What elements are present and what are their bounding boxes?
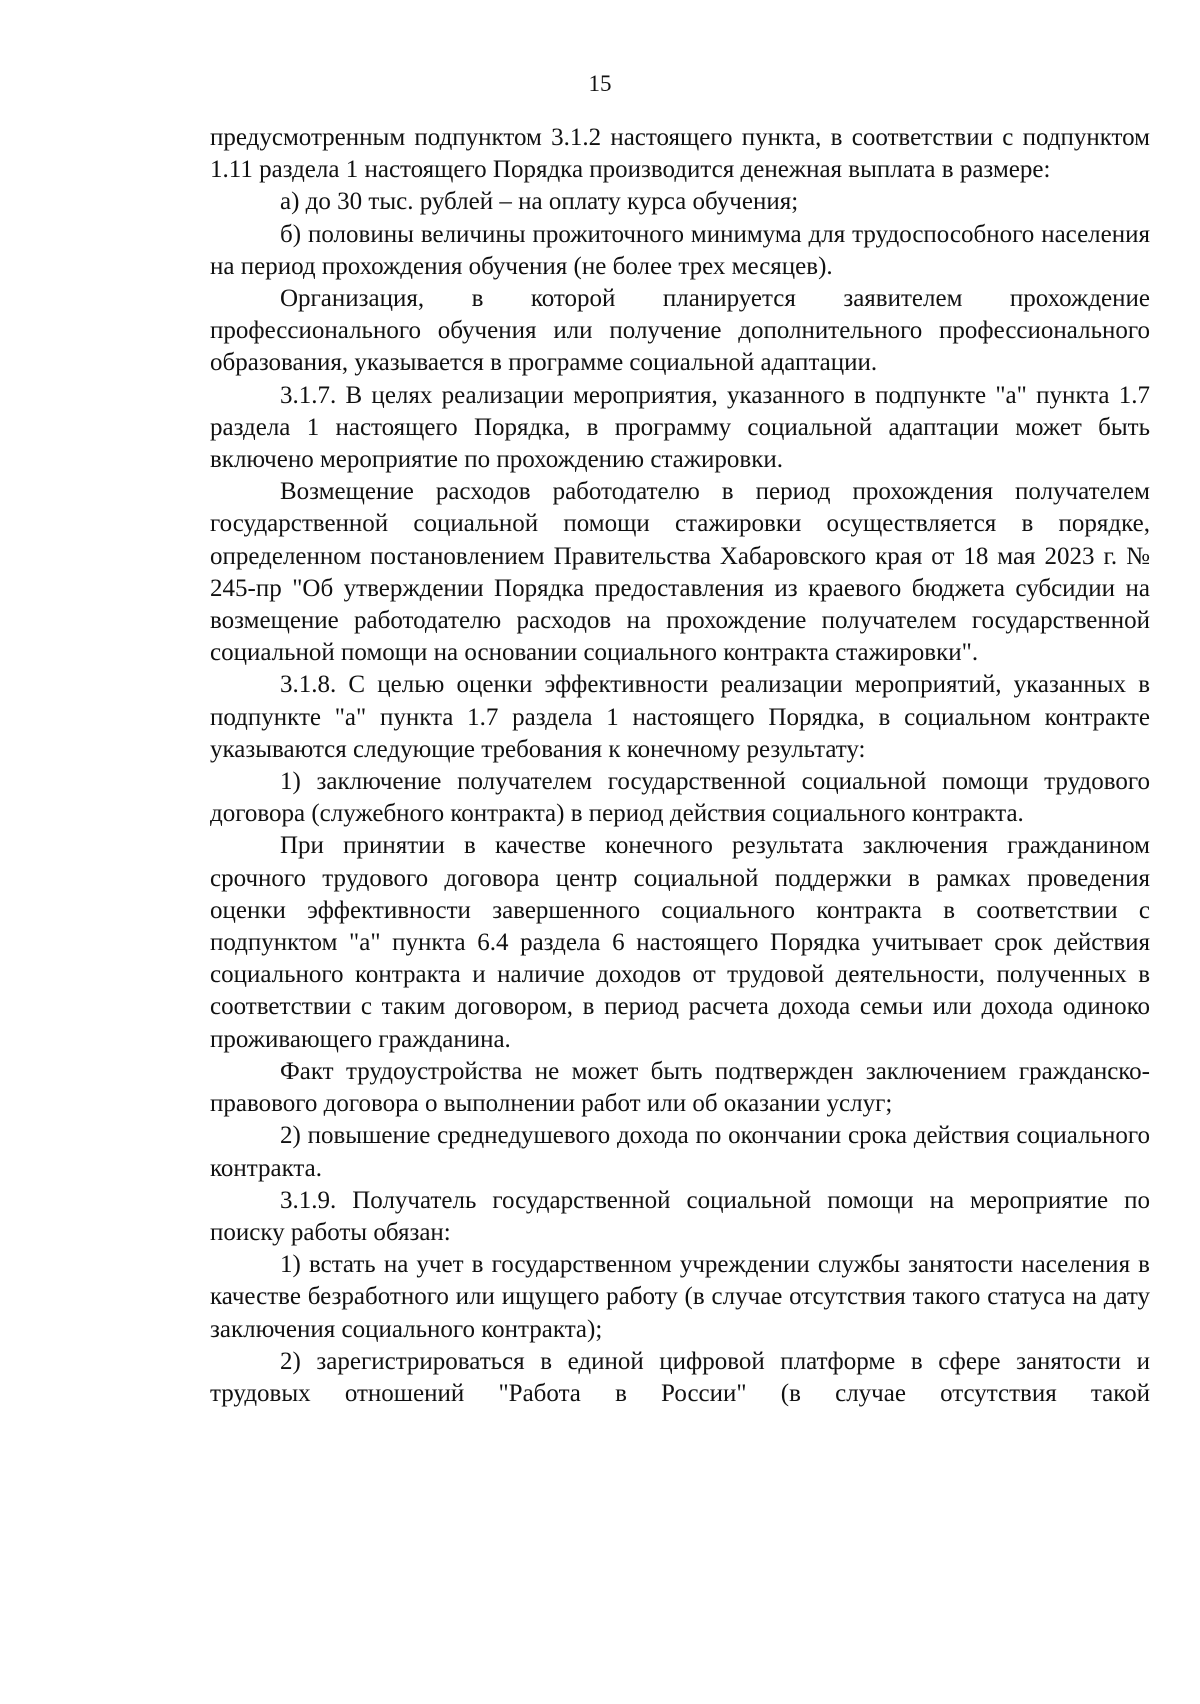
paragraph-requirement-1: 1) заключение получателем государственной социальной помощи трудового договора (служебного контракта) в период действия социального контракта. xyxy=(210,768,1150,828)
document-body xyxy=(210,122,1150,1410)
paragraph-employment-fact: Факт трудоустройства не может быть подтвержден заключением гражданско-правового договора о выполнении работ или об оказании услуг; xyxy=(210,1057,1150,1118)
paragraph-3-1-9: 3.1.9. Получатель государственной социальной помощи на мероприятие по поиску работы обязан: xyxy=(210,1186,1150,1246)
paragraph-continuation: предусмотренным подпунктом 3.1.2 настоящего пункта, в соответствии с подпунктом 1.11 раздела 1 настоящего Порядка производится денежная выплата в размере: xyxy=(210,124,1150,184)
paragraph-item-a: а) до 30 тыс. рублей – на оплату курса обучения; xyxy=(280,188,799,216)
page-number: 15 xyxy=(588,71,612,96)
paragraph-item-b: б) половины величины прожиточного минимума для трудоспособного населения на период прохождения обучения (не более трех месяцев). xyxy=(210,220,1150,280)
paragraph-reimbursement: Возмещение расходов работодателю в период прохождения получателем государственной социальной помощи стажировки осуществляется в порядке, определенном постановлением Правительства Хабаровского края от 18 мая 2023 г. № 245-пр "Об утверждении Порядка предоставления из краевого бюджета субсидии на возмещение работодателю расходов на прохождение получателем государственной социальной помощи на основании социального контракта стажировки". xyxy=(210,478,1150,667)
paragraph-fixed-term-contract: При принятии в качестве конечного результата заключения гражданином срочного трудового договора центр социальной поддержки в рамках проведения оценки эффективности завершенного социального контракта в соответствии с подпунктом "а" пункта 6.4 раздела 6 настоящего Порядка учитывает срок действия социального контракта и наличие доходов от трудовой деятельности, полученных в соответствии с таким договором, в период расчета дохода семьи или дохода одиноко проживающего гражданина. xyxy=(210,832,1150,1053)
paragraph-requirement-2: 2) повышение среднедушевого дохода по окончании срока действия социального контракта. xyxy=(210,1122,1150,1182)
paragraph-organization: Организация, в которой планируется заявителем прохождение профессионального обучения или получение дополнительного профессионального образования, указывается в программе социальной адаптации. xyxy=(210,285,1150,377)
paragraph-obligation-1: 1) встать на учет в государственном учреждении службы занятости населения в качестве безработного или ищущего работу (в случае отсутствия такого статуса на дату заключения социального контракта); xyxy=(210,1251,1150,1343)
paragraph-3-1-8: 3.1.8. С целью оценки эффективности реализации мероприятий, указанных в подпункте "а" пункта 1.7 раздела 1 настоящего Порядка, в социальном контракте указываются следующие требования к конечному результату: xyxy=(210,671,1150,763)
paragraph-3-1-7: 3.1.7. В целях реализации мероприятия, указанного в подпункте "а" пункта 1.7 раздела 1 настоящего Порядка, в программу социальной адаптации может быть включено мероприятие по прохождению стажировки. xyxy=(210,381,1150,474)
paragraph-obligation-2: 2) зарегистрироваться в единой цифровой платформе в сфере занятости и трудовых отношений "Работа в России" (в случае отсутствия такой xyxy=(210,1347,1150,1407)
